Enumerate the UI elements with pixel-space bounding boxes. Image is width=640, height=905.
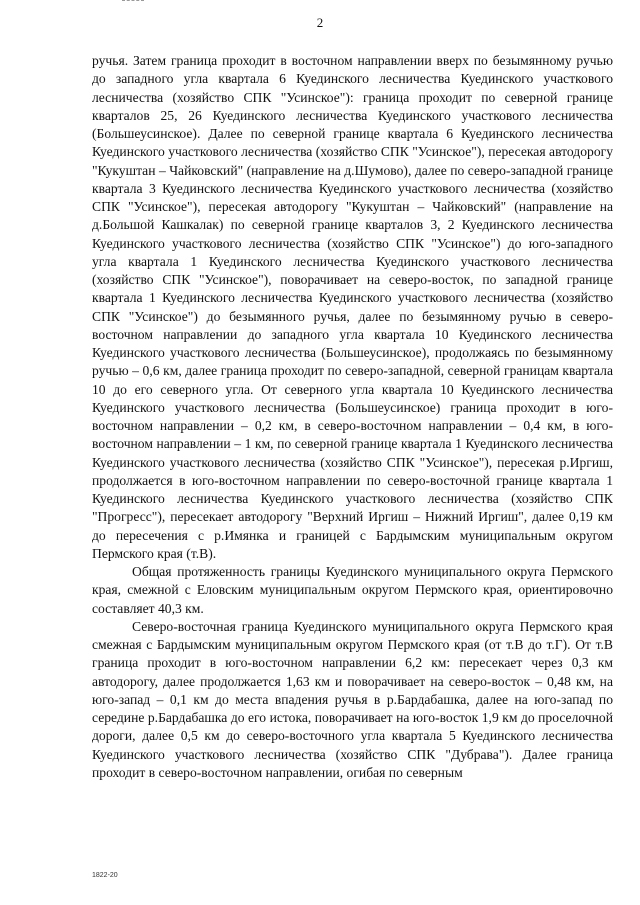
paragraph-northeast-boundary: Северо-восточная граница Куединского муниципального округа Пермского края смежная с Бардымским муниципальным округом Пермского края (от т.В до т.Г). От т.В граница проходит в юго-восточном направлении 6,2 км: пересекает через 0,3 км автодорогу, далее продолжается 1,63 км и поворачивает на северо-восток – 0,48 км, на юго-запад – 0,1 км до места впадения ручья в р.Бардабашка, далее на юго-запад по середине р.Бардабашка до его истока, поворачивает на юго-восток 1,9 км до проселочной дороги, далее 0,5 км до северо-восточного угла квартала 5 Куединского лесничества Куединского участкового лесничества (хозяйство СПК "Дубрава"). Далее граница проходит в северо-восточном направлении, огибая по северным — [92, 618, 613, 780]
document-body — [92, 52, 613, 782]
paragraph-boundary-description: ручья. Затем граница проходит в восточном направлении вверх по безымянному ручью до западного угла квартала 6 Куединского лесничества Куединского участкового лесничества (хозяйство СПК "Усинское"): граница проходит по северной границе кварталов 25, 26 Куединского лесничества Куединского участкового лесничества (Большеусинское). Далее по северной границе квартала 6 Куединского лесничества Куединского участкового лесничества (хозяйство СПК "Усинское"), пересекая автодорогу "Кукуштан – Чайковский" (направление на д.Шумово), далее по северо-западной границе квартала 3 Куединского лесничества Куединского участкового лесничества (хозяйство СПК "Усинское"), пересекая автодорогу "Кукуштан – Чайковский" (направление на д.Большой Кашкалак) по северной границе кварталов 3, 2 Куединского лесничества Куединского участкового лесничества (хозяйство СПК "Усинское") до юго-западного угла квартала 1 Куединского лесничества Куединского участкового лесничества (хозяйство СПК "Усинское"), поворачивает на северо-восток, по западной границе квартала 1 Куединского лесничества Куединского участкового лесничества (хозяйство СПК "Усинское") до безымянного ручья, далее по безымянному ручью в северо-восточном направлении до западного угла квартала 10 Куединского лесничества Куединского участкового лесничества (Большеусинское), продолжаясь по безымянному ручью – 0,6 км, далее граница проходит по северо-западной, северной границам квартала 10 до его северного угла. От северного угла квартала 10 Куединского лесничества Куединского участкового лесничества (Большеусинское) граница проходит в юго-восточном направлении – 0,2 км, в северо-восточном направлении – 0,4 км, в юго-восточном направлении – 1 км, по северной границе квартала 1 Куединского лесничества Куединского участкового лесничества (хозяйство СПК "Усинское"), пересекая р.Иргиш, продолжается в юго-восточном направлении по северо-восточной границе квартала 1 Куединского лесничества Куединского участкового лесничества (хозяйство СПК "Прогресс"), пересекает автодорогу "Верхний Иргиш – Нижний Иргиш", далее 0,19 км до пересечения с р.Имянка и границей с Бардымским муниципальным округом Пермского края (т.В). — [92, 53, 613, 561]
page-number: 2 — [316, 15, 324, 30]
footer-document-code: 1822-20 — [92, 872, 118, 879]
paragraph-total-length: Общая протяженность границы Куединского муниципального округа Пермского края, смежной с Еловским муниципальным округом Пермского края, ориентировочно составляет 40,3 км. — [92, 564, 613, 616]
header-scan-mark — [122, 0, 144, 4]
